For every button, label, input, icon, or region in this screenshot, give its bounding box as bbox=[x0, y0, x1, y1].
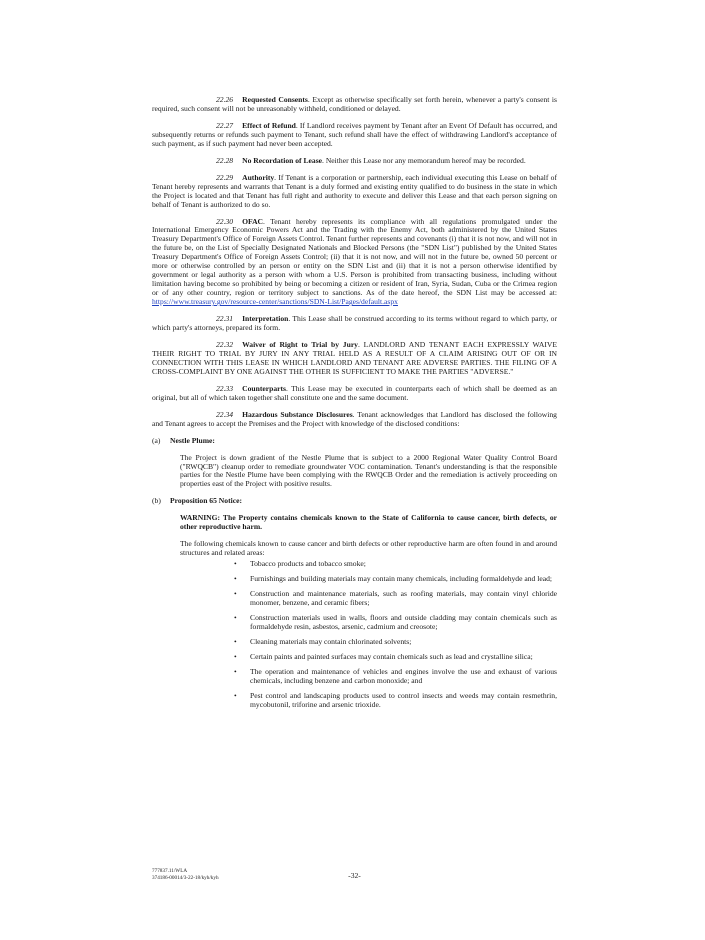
subsection-label: (a) bbox=[152, 435, 161, 445]
section-heading: No Recordation of Lease bbox=[242, 155, 323, 165]
subsection-heading bbox=[152, 497, 557, 506]
chemical-list bbox=[180, 560, 557, 709]
list-item: • Certain paints and painted surfaces may contain chemicals such as lead and crystalline silica; bbox=[250, 653, 557, 662]
section-22-32: 22.32 Waiver of Right to Trial by Jury. LANDLORD AND TENANT EACH EXPRESSLY WAIVE THEIR RIGHT TO TRIAL BY JURY IN ANY TRIAL HELD AS A RESULT OF A CLAIM ARISING OUT OF OR IN CONNECTION WITH THIS LEASE IN WHICH LANDLORD AND TENANT ARE ADVERSE PARTIES. THE FILING OF A CROSS-COMPLAINT BY ONE AGAINST THE OTHER IS SUFFICIENT TO MAKE THE PARTIES "ADVERSE." bbox=[152, 339, 558, 376]
subsection-heading bbox=[152, 437, 557, 446]
sdn-list-link[interactable]: https://www.treasury.gov/resource-center/sanctions/SDN-List/Pages/default.aspx bbox=[152, 297, 398, 307]
document-id-line: 374186-00014/3-22-18/kyh/kyh bbox=[152, 874, 219, 881]
section-body: LANDLORD AND TENANT EACH EXPRESSLY WAIVE THEIR RIGHT TO TRIAL BY JURY IN ANY TRIAL HELD AS A RESULT OF A CLAIM ARISING OUT OF OR IN CONNECTION WITH THIS LEASE IN WHICH LANDLORD AND TENANT ARE ADVERSE PARTIES. THE FILING OF A CROSS-COMPLAINT BY ONE AGAINST THE OTHER IS SUFFICIENT TO MAKE THE PARTIES "ADVERSE." bbox=[152, 339, 558, 376]
section-body: Tenant hereby represents its compliance with all regulations promulgated under the International Emergency Economic Powers Act and the Trading with the Enemy Act, both administered by the United States Treasury Department's Office of Foreign Assets Control. Tenant further represents and covenants (i) that it is not now, and will not in the future be, on the List of Specially Designated Nationals and Blocked Persons (the "SDN List") published by the United States Treasury Department's Office of Foreign Assets Control; (ii) that it is not now, and will not in the future be, owned 50 percent or more or otherwise controlled by an person or entity on the SDN List and (ii) that it is not a person otherwise identified by government or legal authority as a person with whom a U.S. Person is prohibited from transacting business, including without limitation having become so prohibited by being or becoming a citizen or resident of Iran, Syria, Sudan, Cuba or the Crimea region or of any other country, region or territory subject to sanctions. As of the date hereof, the SDN List may be accessed at: bbox=[152, 216, 557, 298]
section-22-27: 22.27 Effect of Refund. If Landlord receives payment by Tenant after an Event Of Default has occurred, and subsequently returns or refunds such payment to Tenant, such refund shall have the effect of withdrawing Landlord's acceptance of such payment, as if such payment had never been accepted. bbox=[152, 120, 558, 148]
section-number: 22.33 bbox=[216, 383, 234, 393]
list-item: • Pest control and landscaping products used to control insects and weeds may contain resmethrin, mycobutonil, triforine and arsenic trioxide. bbox=[250, 692, 557, 710]
list-item: • Cleaning materials may contain chlorinated solvents; bbox=[250, 638, 557, 647]
prop-65-intro: The following chemicals known to cause cancer and birth defects or other reproductive harm are often found in and around structures and related areas: bbox=[180, 539, 557, 558]
section-heading: Hazardous Substance Disclosures bbox=[242, 409, 353, 419]
section-heading: Counterparts bbox=[242, 383, 286, 393]
document-id-line: 777837.11/WLA bbox=[152, 868, 188, 874]
section-number: 22.29 bbox=[216, 172, 234, 182]
document-page bbox=[152, 96, 557, 716]
subsection-nestle-plume bbox=[152, 437, 557, 490]
section-22-31: 22.31 Interpretation. This Lease shall be construed according to its terms without regard to which party, or which party's attorneys, prepared its form. bbox=[152, 314, 557, 333]
section-heading: Interpretation bbox=[242, 314, 289, 324]
subsection-title: Proposition 65 Notice: bbox=[170, 496, 242, 506]
section-number: 22.26 bbox=[216, 95, 234, 104]
section-number: 22.28 bbox=[216, 155, 234, 165]
section-body: If Landlord receives payment by Tenant after an Event Of Default has occurred, and subsequently returns or refunds such payment to Tenant, such refund shall have the effect of withdrawing Landlord's acceptance of such payment, as if such payment had never been accepted. bbox=[152, 120, 558, 148]
section-22-34: 22.34 Hazardous Substance Disclosures. Tenant acknowledges that Landlord has disclosed the following and Tenant agrees to accept the Premises and the Project with knowledge of the disclosed conditions: bbox=[152, 409, 557, 428]
section-heading: OFAC bbox=[242, 216, 264, 226]
section-22-28: 22.28 No Recordation of Lease. Neither this Lease nor any memorandum hereof may be recorded. bbox=[216, 155, 526, 165]
section-22-30: 22.30 OFAC. Tenant hereby represents its compliance with all regulations promulgated under the International Emergency Economic Powers Act and the Trading with the Enemy Act, both administered by the United States Treasury Department's Office of Foreign Assets Control. Tenant further represents and covenants (i) that it is not now, and will not in the future be, on the List of Specially Designated Nationals and Blocked Persons (the "SDN List") published by the United States Treasury Department's Office of Foreign Assets Control; (ii) that it is not now, and will not in the future be, owned 50 percent or more or otherwise controlled by an person or entity on the SDN List and (ii) that it is not a person otherwise identified by government or legal authority as a person with whom a U.S. Person is prohibited from transacting business, including without limitation having become so prohibited by being or becoming a citizen or resident of Iran, Syria, Sudan, Cuba or the Crimea region or of any other country, region or territory subject to sanctions. As of the date hereof, the SDN List may be accessed at: https://www.treasury.gov/resource-center/sanctions/SDN-List/Pages/default.aspx bbox=[152, 216, 557, 307]
section-22-26: 22.26 Requested Consents. Except as otherwise specifically set forth herein, whenever a party's consent is required, such consent will not be unreasonably withheld, conditioned or delayed. bbox=[152, 95, 557, 113]
list-item: • Furnishings and building materials may contain many chemicals, including formaldehyde and lead; bbox=[250, 575, 557, 584]
subsection-label: (b) bbox=[152, 496, 161, 506]
prop-65-warning: WARNING: The Property contains chemicals known to the State of California to cause cancer, birth defects, or other reproductive harm. bbox=[180, 513, 557, 532]
list-item: • Construction and maintenance materials, such as roofing materials, may contain vinyl chloride monomer, benzene, and ceramic fibers; bbox=[250, 590, 557, 608]
subsection-prop-65 bbox=[152, 497, 557, 709]
section-heading: Waiver of Right to Trial by Jury bbox=[242, 339, 358, 349]
section-22-33: 22.33 Counterparts. This Lease may be executed in counterparts each of which shall be deemed as an original, but all of which taken together shall constitute one and the same document. bbox=[152, 383, 557, 402]
section-number: 22.34 bbox=[216, 409, 234, 419]
list-item: • Tobacco products and tobacco smoke; bbox=[250, 560, 557, 569]
subsection-title: Nestle Plume: bbox=[170, 435, 215, 445]
section-number: 22.32 bbox=[216, 339, 234, 349]
section-number: 22.31 bbox=[216, 314, 234, 324]
section-body: This Lease may be executed in counterparts each of which shall be deemed as an original, but all of which taken together shall constitute one and the same document. bbox=[152, 383, 557, 402]
subsection-body: The Project is down gradient of the Nestle Plume that is subject to a 2000 Regional Water Quality Control Board ("RWQCB") cleanup order to remediate groundwater VOC contamination. Tenant's understanding is that the responsible parties for the Nestle Plume have been complying with the RWQCB Order and the remediation is actively proceeding on properties east of the Project with positive results. bbox=[180, 452, 557, 489]
section-number: 22.30 bbox=[216, 216, 234, 226]
section-body: If Tenant is a corporation or partnership, each individual executing this Lease on behalf of Tenant hereby represents and warrants that Tenant is a duly formed and existing entity qualified to do business in the state in which the Project is located and that Tenant has full right and authority to execute and deliver this Lease and that each person signing on behalf of Tenant is authorized to do so. bbox=[152, 172, 557, 209]
section-heading: Requested Consents bbox=[242, 95, 308, 104]
section-body: This Lease shall be construed according to its terms without regard to which party, or which party's attorneys, prepared its form. bbox=[152, 314, 557, 333]
list-item: • Construction materials used in walls, floors and outside cladding may contain chemicals such as formaldehyde resin, asbestos, arsenic, cadmium and creosote; bbox=[250, 614, 557, 632]
page-number: -32- bbox=[348, 871, 361, 880]
list-item: • The operation and maintenance of vehicles and engines involve the use and exhaust of various chemicals, including benzene and carbon monoxide; and bbox=[250, 668, 557, 686]
section-22-29: 22.29 Authority. If Tenant is a corporation or partnership, each individual executing this Lease on behalf of Tenant hereby represents and warrants that Tenant is a duly formed and existing entity qualified to do business in the state in which the Project is located and that Tenant has full right and authority to execute and deliver this Lease and that each person signing on behalf of Tenant is authorized to do so. bbox=[152, 172, 557, 209]
section-body: Except as otherwise specifically set forth herein, whenever a party's consent is required, such consent will not be unreasonably withheld, conditioned or delayed. bbox=[152, 95, 557, 113]
section-heading: Authority bbox=[242, 172, 275, 182]
section-body: Neither this Lease nor any memorandum hereof may be recorded. bbox=[325, 155, 526, 165]
section-number: 22.27 bbox=[216, 120, 234, 130]
section-body: Tenant acknowledges that Landlord has disclosed the following and Tenant agrees to accept the Premises and the Project with knowledge of the disclosed conditions: bbox=[152, 409, 557, 428]
section-heading: Effect of Refund bbox=[242, 120, 296, 130]
